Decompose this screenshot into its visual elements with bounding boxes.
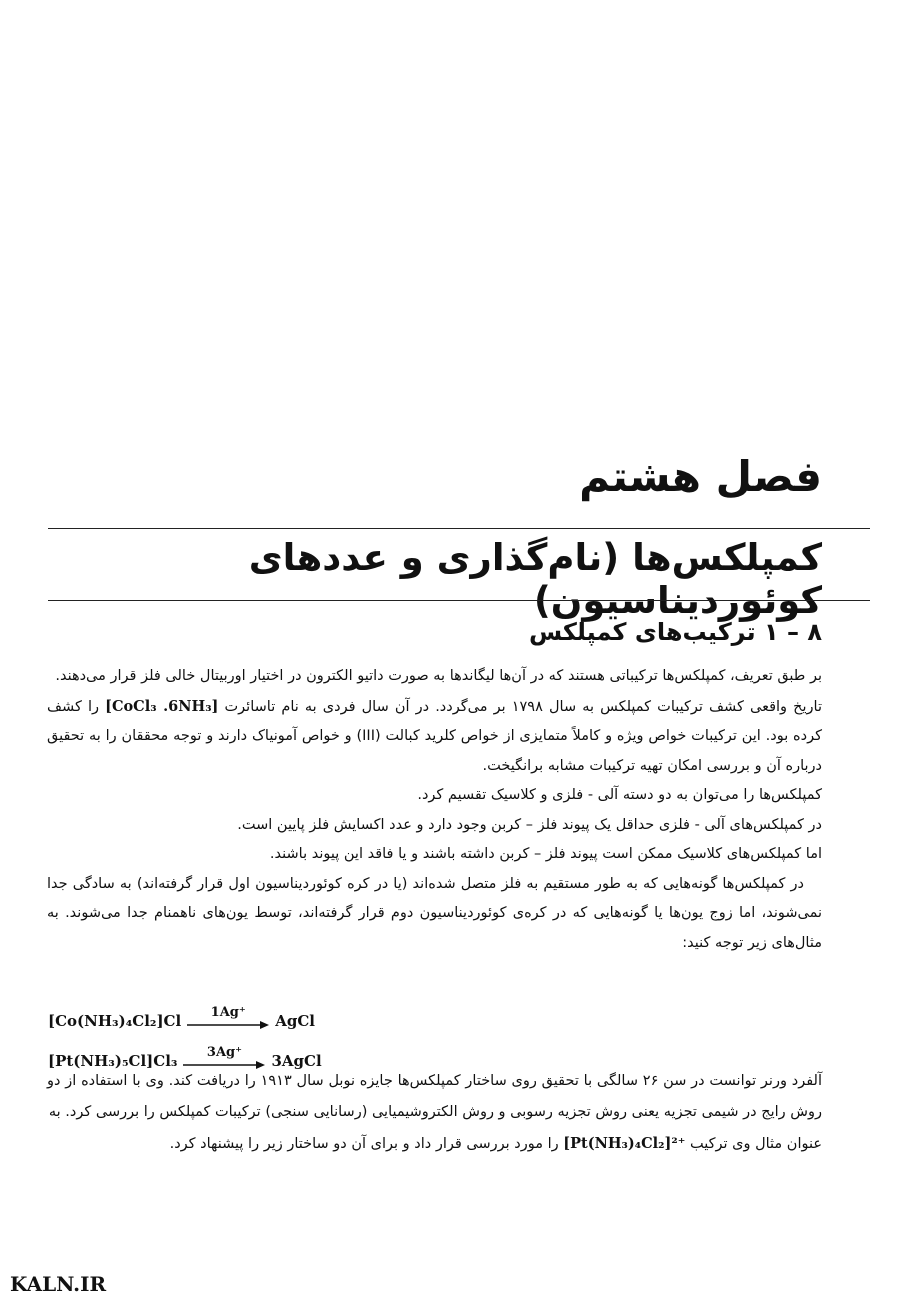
paragraph-werner: آلفرد ورنر توانست در سن ۲۶ سالگی با تحقیق روی ساختار کمپلکس‌ها جایزه نوبل سال ۱۹۱۳ را دریافت کند. وی با استفاده از دو روش رایج در شیمی تجزیه یعنی روش تجزیه رسوبی و روش الکتروشیمیایی (رسانایی سنجی) ترکیبات کمپلکس را بررسی کرد. به (47, 1073, 823, 1120)
paragraph-werner-example (47, 1128, 822, 1160)
title-rule-top (48, 528, 870, 529)
chapter-title: کمپلکس‌ها (نام‌گذاری و عددهای کوئوردیناسیون) (248, 536, 822, 622)
body-text (47, 662, 822, 958)
chapter-label: فصل هشتم (579, 452, 822, 501)
reaction-product: AgCl (275, 1012, 315, 1030)
paragraph-definition: بر طبق تعریف، کمپلکس‌ها ترکیباتی هستند که در آن‌ها لیگاندها به صورت داتیو الکترون در اختیار اوربیتال خالی فلز قرار می‌دهند. (55, 668, 822, 684)
reaction-arrow (187, 1006, 269, 1030)
reaction-reactant: [Co(NH₃)₄Cl₂]Cl (48, 1012, 182, 1030)
reaction-reagent: 1Ag⁺ (210, 1005, 246, 1020)
paragraph-organometallic: در کمپلکس‌های آلی - فلزی حداقل یک پیوند فلز – کربن وجود دارد و عدد اکسایش فلز پایین است. (237, 816, 822, 833)
reaction-reagent: 3Ag⁺ (206, 1045, 243, 1060)
paragraph-werner-example-start: عنوان مثال وی ترکیب (689, 1136, 822, 1152)
section-title: ۸ – ۱ ترکیب‌های کمپلکس (528, 618, 822, 646)
paragraph-classical: اما کمپلکس‌های کلاسیک ممکن است پیوند فلز – کربن داشته باشند و یا فاقد این پیوند باشند. (269, 846, 822, 862)
body-text-continued (47, 1066, 822, 1160)
reaction-reactant: [Pt(NH₃)₅Cl]Cl₃ (48, 1052, 178, 1070)
reaction-row (48, 1030, 468, 1070)
paragraph-classification: کمپلکس‌ها را می‌توان به دو دسته آلی - فلزی و کلاسیک تقسیم کرد. (417, 787, 822, 803)
paragraph-history (47, 692, 822, 782)
paragraph-werner-example-end: را مورد بررسی قرار داد و برای آن دو ساختار زیر را پیشنهاد کرد. (169, 1136, 559, 1152)
right-arrow-icon (187, 1020, 269, 1030)
watermark: KALN.IR (10, 1272, 107, 1296)
formula-pt-complex: [Pt(NH₃)₄Cl₂]²⁺ (563, 1135, 686, 1152)
reaction-product: 3AgCl (271, 1052, 322, 1070)
reaction-list (48, 990, 468, 1070)
reaction-row (48, 990, 468, 1030)
formula-cocl3-nh3: [CoCl₃ .6NH₃] (105, 697, 219, 715)
paragraph-coordination-spheres: در کمپلکس‌ها گونه‌هایی که به طور مستقیم به فلز متصل شده‌اند (یا در کره کوئوردیناسیون اول قرار گرفته‌اند) به سادگی جدا نمی‌شوند، اما زوج یون‌ها یا گونه‌هایی که در کره‌ی کوئوردیناسیون دوم قرار گرفته‌اند، توسط یون‌های ناهمنام جدا می‌شوند. به مثال‌های زیر توجه کنید: (47, 875, 822, 951)
paragraph-history-end: را کشف کرده بود. این ترکیبات خواص ویژه و کاملاً متمایزی از خواص کلرید کبالت (III) و خواص آمونیاک دارند و توجه محققان را به تحقیق درباره آن و بررسی امکان تهیه ترکیبات مشابه برانگیخت. (47, 698, 822, 774)
title-rule-bottom (48, 600, 870, 601)
paragraph-history-start: تاریخ واقعی کشف ترکیبات کمپلکس به سال ۱۷۹۸ بر می‌گردد. در آن سال فردی به نام تاسائرت (224, 698, 822, 715)
